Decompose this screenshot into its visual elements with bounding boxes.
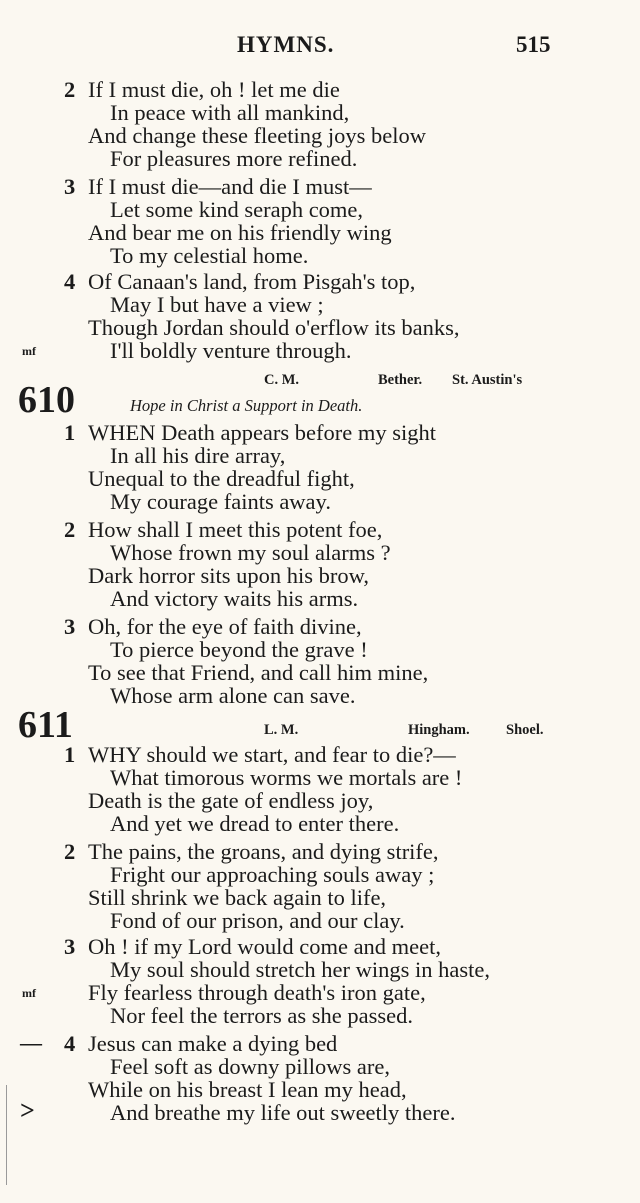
verse-line: Unequal to the dreadful fight, (88, 466, 355, 491)
verse-line: If I must die, oh ! let me die (88, 77, 340, 102)
verse-line: Fly fearless through death's iron gate, (88, 980, 426, 1005)
accent-mark: > (20, 1096, 35, 1125)
hymn-number: 610 (18, 379, 75, 421)
verse-line: Of Canaan's land, from Pisgah's top, (88, 269, 416, 294)
verse-number: 3 (64, 934, 76, 959)
verse-line: WHEN Death appears before my sight (88, 420, 437, 445)
verse-line: Whose arm alone can save. (110, 683, 356, 708)
verse-line: In all his dire array, (110, 443, 286, 468)
verse-number: 3 (64, 174, 76, 199)
verse-line: Though Jordan should o'erflow its banks, (88, 315, 460, 340)
verse-line: Let some kind seraph come, (110, 197, 364, 222)
verse-number: 2 (64, 839, 76, 864)
verse-line: Oh ! if my Lord would come and meet, (88, 934, 442, 959)
verse-line: Nor feel the terrors as she passed. (110, 1003, 414, 1028)
verse-line: Feel soft as downy pillows are, (110, 1054, 390, 1079)
verse-line: Fright our approaching souls away ; (110, 862, 435, 887)
dash-mark: — (20, 1030, 42, 1055)
hymn-number: 611 (18, 704, 73, 746)
verse-line: I'll boldly venture through. (110, 338, 352, 363)
verse-line: To my celestial home. (110, 243, 309, 268)
hymn-title: Hope in Christ a Support in Death. (130, 396, 363, 415)
verse-line: How shall I meet this potent foe, (88, 517, 383, 542)
verse-number: 2 (64, 77, 76, 102)
dynamic-mark-mf: mf (22, 344, 36, 358)
page-number: 515 (516, 32, 551, 57)
verse-number: 1 (64, 742, 76, 767)
verse-line: If I must die—and die I must— (88, 174, 372, 199)
verse-line: Jesus can make a dying bed (88, 1031, 338, 1056)
hymn-composer: St. Austin's (452, 372, 523, 388)
verse-number: 2 (64, 517, 76, 542)
verse-line: Still shrink we back again to life, (88, 885, 387, 910)
verse-line: The pains, the groans, and dying strife, (88, 839, 439, 864)
dynamic-mark-mf: mf (22, 986, 36, 1000)
verse-line: May I but have a view ; (110, 292, 324, 317)
hymn-tune: Hingham. (408, 722, 470, 738)
verse-line: To pierce beyond the grave ! (110, 637, 368, 662)
verse-number: 4 (64, 1031, 76, 1056)
verse-line: And change these fleeting joys below (88, 123, 427, 148)
margin-rule (6, 1085, 7, 1185)
page-header (0, 32, 640, 62)
verse-line: And breathe my life out sweetly there. (110, 1100, 456, 1125)
verse-number: 4 (64, 269, 76, 294)
hymn-meter: L. M. (264, 722, 299, 738)
verse-line: And bear me on his friendly wing (88, 220, 392, 245)
verse-line: WHY should we start, and fear to die?— (88, 742, 456, 767)
verse-line: Dark horror sits upon his brow, (88, 563, 370, 588)
running-title: HYMNS. (237, 32, 335, 57)
verse-line: Whose frown my soul alarms ? (110, 540, 391, 565)
verse-line: Fond of our prison, and our clay. (110, 908, 405, 933)
verse-line: While on his breast I lean my head, (88, 1077, 407, 1102)
hymn-meter: C. M. (264, 372, 300, 388)
hymn-tune: Bether. (378, 372, 423, 388)
verse-line: And victory waits his arms. (110, 586, 359, 611)
verse-line: What timorous worms we mortals are ! (110, 765, 463, 790)
verse-line: My soul should stretch her wings in haste, (110, 957, 490, 982)
verse-number: 3 (64, 614, 76, 639)
verse-line: In peace with all mankind, (110, 100, 350, 125)
hymn-composer: Shoel. (506, 722, 544, 738)
verse-line: To see that Friend, and call him mine, (88, 660, 429, 685)
verse-line: And yet we dread to enter there. (110, 811, 400, 836)
verse-line: For pleasures more refined. (110, 146, 358, 171)
verse-line: Death is the gate of endless joy, (88, 788, 374, 813)
verse-number: 1 (64, 420, 76, 445)
verse-line: Oh, for the eye of faith divine, (88, 614, 362, 639)
verse-line: My courage faints away. (110, 489, 331, 514)
